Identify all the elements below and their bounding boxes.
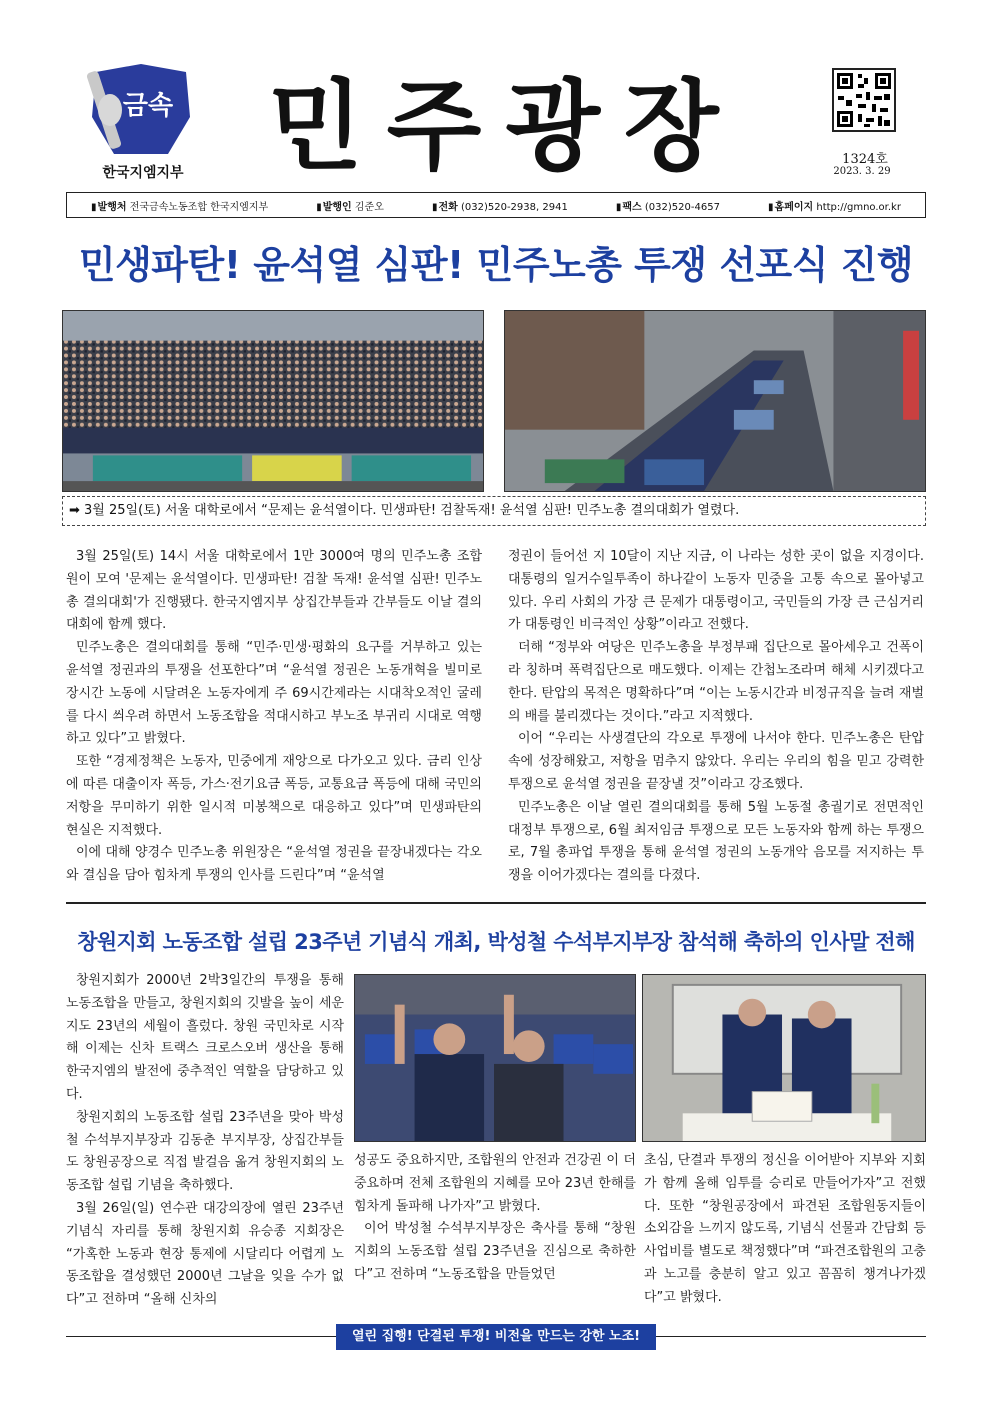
article1-paragraph: 더해 “정부와 여당은 민주노총을 부정부패 집단으로 몰아세우고 건폭이라 칭하며 폭력집단으로 매도했다. 이제는 간첩노조라며 해체 시키겠다고 한다. 탄압의 목적은 명확하다”며 “이는 노동시간과 비정규직을 늘려 재벌의 배를 불리겠다는 것이다.”라고 지적했다. [508,640,924,724]
article1-paragraph: 이어 “우리는 사생결단의 각오로 투쟁에 나서야 한다. 민주노총은 탄압 속에 성장해왔고, 저항을 멈추지 않았다. 우리는 우리의 힘을 믿고 강력한 투쟁으로 윤석열 정권을 끝장낼 것”이라고 강조했다. [508,731,924,792]
issue-date: 2023. 3. 29 [833,166,891,177]
article2-paragraph: 3월 26일(일) 연수관 대강의장에 열린 23주년 기념식 자리를 통해 창원지회 유승종 지회장은 “가혹한 노동과 현장 통제에 시달리다 어렵게 노동조합을 결성했던 2000년 그날을 잊을 수가 없다”고 전하며 “올해 신차의 [66,1200,344,1308]
publication-info-bar [66,192,926,218]
union-logo [86,62,196,162]
ceremony-salute-photo [354,974,636,1142]
article2-paragraph: 창원지회가 2000년 2박3일간의 투쟁을 통해 노동조합을 만들고, 창원지회의 깃발을 높이 세운 지도 23년의 세월이 흘렀다. 창원 국민차로 시작해 이제는 신차 트랙스 크로스오버 생산을 통해 한국지엠의 발전에 중추적인 역할을 담당하고 있다. [66,973,344,1102]
article1-headline: 민생파탄! 윤석열 심판! 민주노총 투쟁 선포식 진행 [78,243,914,287]
phone-info: ▮ 전화 (032)520-2938, 2941 [432,198,568,213]
article1-paragraph: 3월 25일(토) 14시 서울 대학로에서 1만 3000여 명의 민주노총 조합원이 모여 '문제는 윤석열이다. 민생파탄! 검찰 독재! 윤석열 심판! 민주노총 결의대회'가 진행됐다. 한국지엠지부 상집간부들과 간부들도 이날 결의대회에 함께 했다. [66,549,482,633]
footer-slogan: 열린 집행! 단결된 투쟁! 비전을 만드는 강한 노조! [336,1324,656,1350]
article1-paragraph: 또한 “경제정책은 노동자, 민중에게 재앙으로 다가오고 있다. 금리 인상에 따른 대출이자 폭등, 가스·전기요금 폭등, 교통요금 폭등에 대해 국민의 저항을 무미하기 위한 일시적 미봉책으로 대응하고 있다”며 민생파탄의 현실은 지적했다. [66,754,482,838]
logo-subtitle: 한국지엠지부 [102,165,184,181]
article2-column-1 [66,970,344,1312]
section-divider [66,902,926,904]
article2-paragraph: 성공도 중요하지만, 조합원의 안전과 건강권 이 더 중요하며 전체 조합원의 지혜를 모아 23년 한해를 힘차게 돌파해 나가자”고 밝혔다. [354,1153,636,1214]
article1-paragraph: 정권이 들어선 지 10달이 지난 지금, 이 나라는 성한 곳이 없을 지경이다. 대통령의 일거수일투족이 하나같이 노동자 민중을 고통 속으로 몰아넣고 있다. 우리 사회의 가장 큰 문제가 대통령이고, 국민들의 가장 큰 근심거리가 대통령인 비극적인 상황”이라고 전했다. [508,549,924,633]
article2-column-3 [644,1150,926,1310]
article1-paragraph: 이에 대해 양경수 민주노총 위원장은 “윤석열 정권을 끝장내겠다는 각오와 결심을 담아 힘차게 투쟁의 인사를 드린다”며 “윤석열 [66,845,482,884]
qr-code-icon[interactable] [832,68,896,132]
article2-paragraph: 초심, 단결과 투쟁의 정신을 이어받아 지부와 지회가 함께 올해 임투를 승리로 만들어가자”고 전했다. 또한 “창원공장에서 파견된 조합원동지들이 소외감을 느끼지 않도록, 기념식 선물과 간담회 등 사업비를 별도로 책정했다”며 “파견조합원의 고충과 노고를 충분히 알고 있고 꼼꼼히 챙겨나가겠다”고 밝혔다. [644,1153,926,1305]
article1-right-column [508,546,924,888]
logo-text: 금속 [122,91,174,121]
editor-info: ▮ 발행인 김준오 [316,198,384,213]
photo-caption: ➡ 3월 25일(토) 서울 대학로에서 “문제는 윤석열이다. 민생파탄! 검찰독재! 윤석열 심판! 민주노총 결의대회가 열렸다. [62,496,926,526]
article2-headline: 창원지회 노동조합 설립 23주년 기념식 개최, 박성철 수석부지부장 참석해 축하의 인사말 전해 [77,930,915,954]
article1-left-column [66,546,482,888]
street-march-photo [504,310,926,492]
article1-paragraph: 민주노총은 이날 열린 결의대회를 통해 5월 노동절 총궐기로 전면적인 대정부 투쟁으로, 6월 최저임금 투쟁으로 모든 노동자와 함께 하는 투쟁으로, 7월 총파업 투쟁을 통해 윤석열 정권의 노동개악 음모를 저지하는 투쟁을 이어가겠다는 결의를 다졌다. [508,799,924,884]
article2-column-2 [354,1150,636,1287]
newspaper-title: 민주광장 [268,70,743,184]
homepage-link[interactable]: http://gmno.or.kr [816,201,901,213]
rally-crowd-photo [62,310,484,492]
fax-info: ▮ 팩스 (032)520-4657 [616,198,720,213]
homepage-info: ▮ 홈페이지 http://gmno.or.kr [768,198,901,213]
article1-paragraph: 민주노총은 결의대회를 통해 “민주·민생·평화의 요구를 거부하고 있는 윤석열 정권과의 투쟁을 선포한다”며 “윤석열 정권은 노동개혁을 빌미로 장시간 노동에 시달려온 노동자에게 주 69시간제라는 시대착오적인 굴레를 다시 씌우려 하면서 노동조합을 적대시하고 부노조 부귀리 시대로 역행하고 있다”고 밝혔다. [66,640,482,747]
article2-paragraph: 이어 박성철 수석부지부장은 축사를 통해 “창원지회의 노동조합 설립 23주년을 진심으로 축하한다”고 전하며 “노동조합을 만들었던 [354,1221,636,1282]
issue-number: 1324호 [842,152,888,167]
article2-paragraph: 창원지회의 노동조합 설립 23주년을 맞아 박성철 수석부지부장과 김동춘 부지부장, 상집간부들도 창원공장으로 직접 발걸음 옮겨 창원지회의 노동조합 설립 기념을 축하했다. [66,1109,344,1194]
publisher-info: ▮ 발행처 전국금속노동조합 한국지엠지부 [91,198,268,213]
cake-cutting-photo [642,974,926,1142]
